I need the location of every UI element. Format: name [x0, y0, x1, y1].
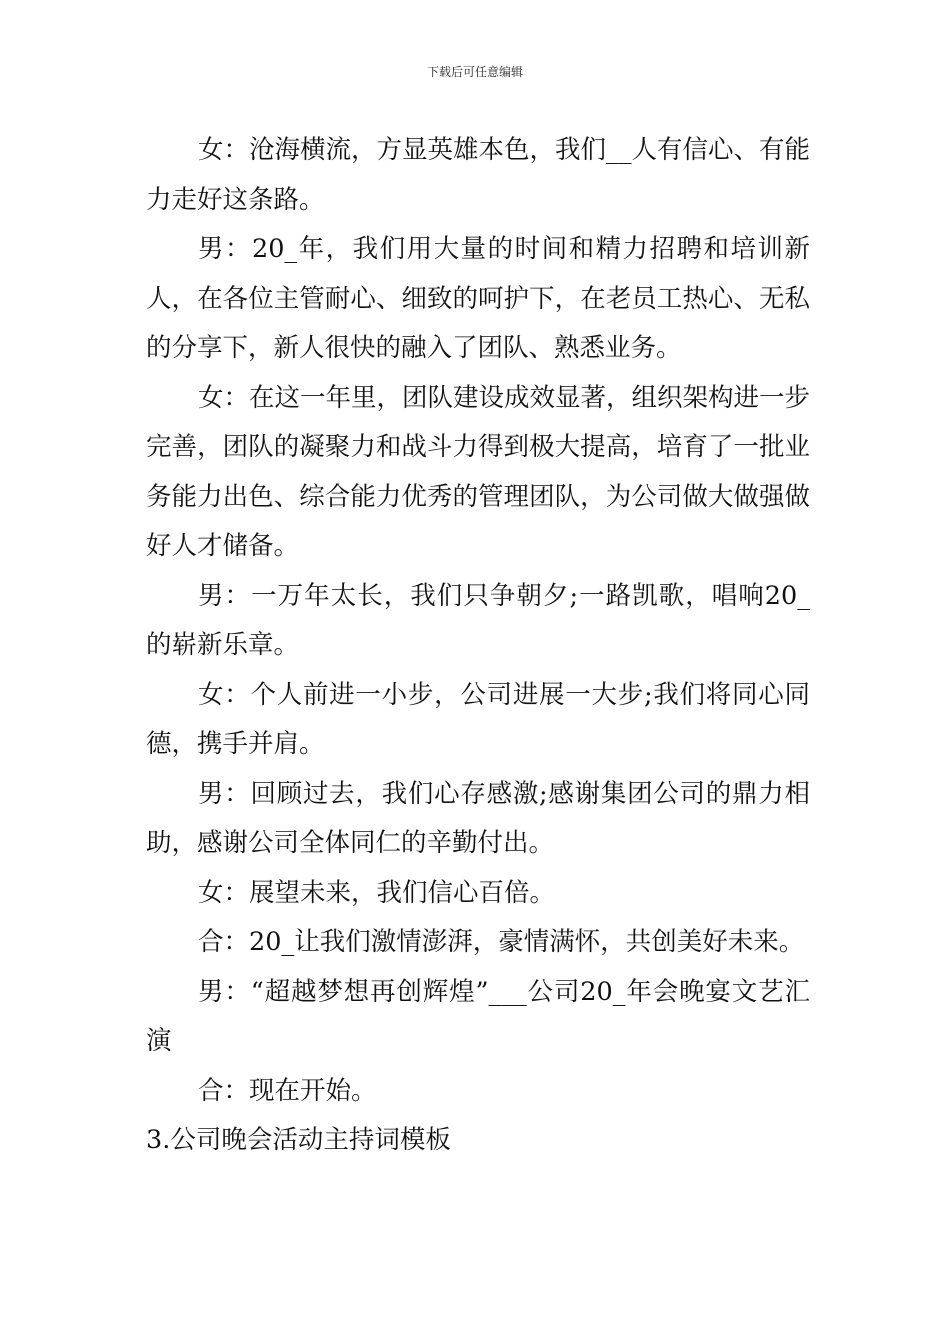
- section-heading: 3.公司晚会活动主持词模板: [146, 1125, 451, 1155]
- paragraph-male-2: 男：一万年太长，我们只争朝夕;一路凯歌，唱响20_的崭新乐章。: [146, 580, 810, 660]
- paragraph-female-1: 女：沧海横流，方显英雄本色，我们__人有信心、有能力走好这条路。: [146, 135, 811, 215]
- paragraph-male-1: 男：20_年，我们用大量的时间和精力招聘和培训新人，在各位主管耐心、细致的呵护下，在老员工热心、无私的分享下，新人很快的融入了团队、熟悉业务。: [146, 234, 810, 363]
- paragraph-male-3: 男：回顾过去，我们心存感激;感谢集团公司的鼎力相助，感谢公司全体同仁的辛勤付出。: [146, 778, 810, 858]
- page-header: 下载后可任意编辑: [426, 65, 523, 79]
- document-body: [146, 126, 810, 1166]
- paragraph-male-4: 男：“超越梦想再创辉煌”___公司20_年会晚宴文艺汇演: [146, 976, 810, 1056]
- paragraph-female-3: 女：个人前进一小步，公司进展一大步;我们将同心同德，携手并肩。: [146, 679, 810, 759]
- paragraph-female-4: 女：展望未来，我们信心百倍。: [198, 877, 556, 908]
- paragraph-female-2: 女：在这一年里，团队建设成效显著，组织架构进一步完善，团队的凝聚力和战斗力得到极大提高，培育了一批业务能力出色、综合能力优秀的管理团队，为公司做大做强做好人才储备。: [146, 382, 811, 561]
- paragraph-together-2: 合：现在开始。: [198, 1075, 377, 1106]
- paragraph-together-1: 合：20_让我们激情澎湃，豪情满怀，共创美好未来。: [198, 927, 805, 957]
